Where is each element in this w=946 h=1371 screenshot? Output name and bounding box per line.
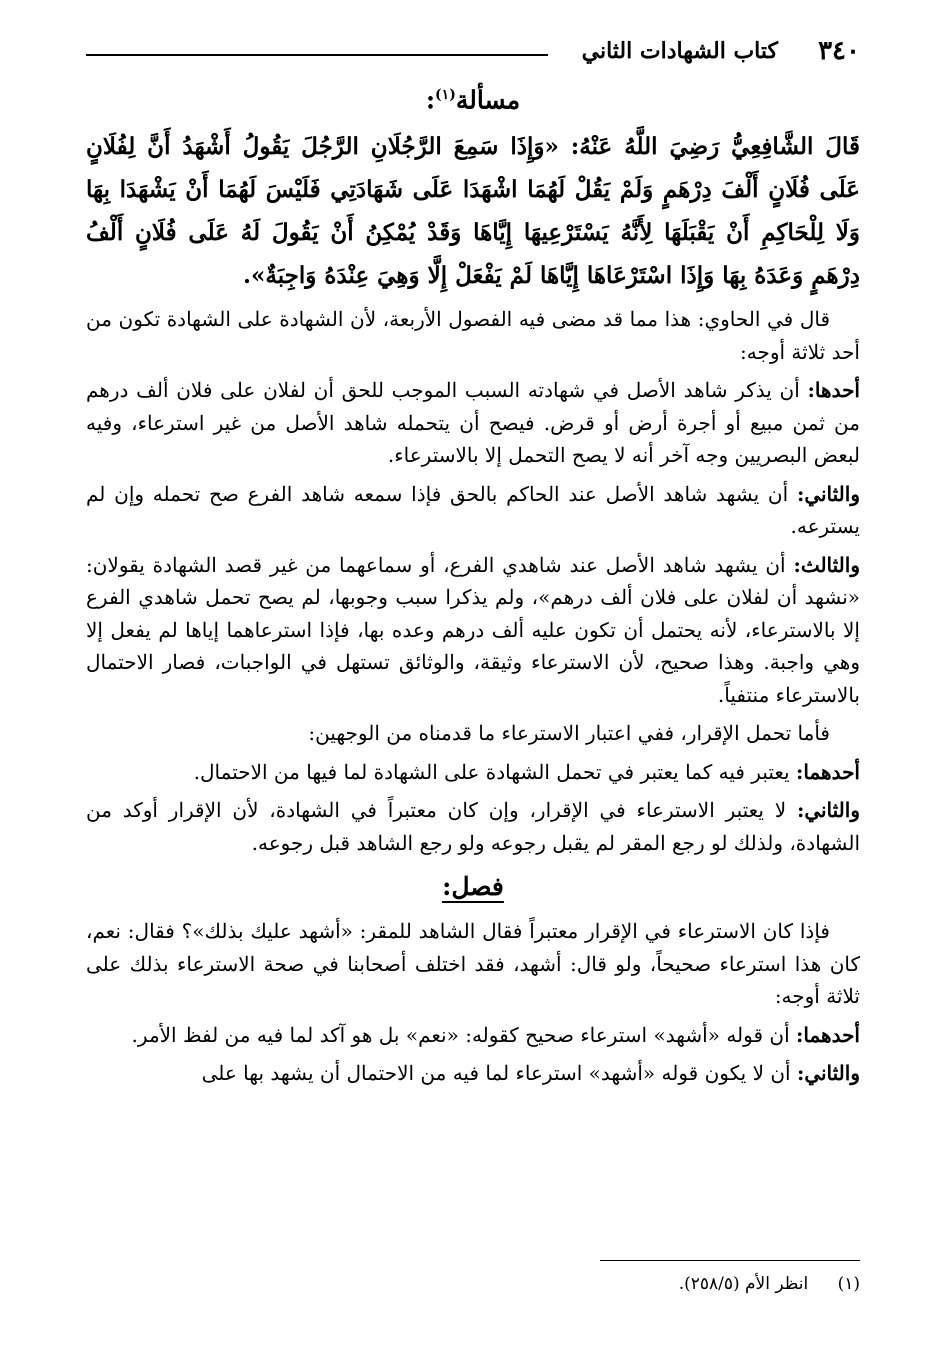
footnote-reference: (١)	[435, 87, 456, 103]
paragraph-lead: والثاني:	[796, 798, 860, 823]
paragraph	[86, 794, 860, 859]
section-heading	[86, 74, 860, 121]
footnote-mark: (١)	[837, 1274, 860, 1294]
page-number: ٣٤٠	[818, 36, 860, 66]
paragraph-text: أن يشهد شاهد الأصل عند الحاكم بالحق فإذا سمعه شاهد الفرع صح تحمله وإن لم يسترعه.	[86, 481, 860, 539]
paragraph	[86, 549, 860, 712]
footnote	[679, 1274, 860, 1294]
paragraph-lead: والثاني:	[796, 1061, 860, 1086]
header-rule	[86, 54, 548, 56]
paragraph-text: فأما تحمل الإقرار، ففي اعتبار الاسترعاء ما قدمناه من الوجهين:	[308, 721, 830, 746]
paragraph-text: يعتبر فيه كما يعتبر في تحمل الشهادة على الشهادة لما فيها من الاحتمال.	[193, 759, 796, 784]
paragraph	[86, 915, 860, 1013]
paragraph-text: فإذا كان الاسترعاء في الإقرار معتبراً فقال الشاهد للمقر: «أشهد عليك بذلك»؟ فقال: نعم، كان هذا استرعاء صحيحاً، ولو قال: أشهد، فقد اختلف أصحابنا في صحة الاسترعاء بذلك على ثلاثة أوجه:	[86, 919, 860, 1009]
page-header	[86, 30, 860, 70]
paragraph-lead: أحدهما:	[795, 759, 860, 784]
paragraph	[86, 1019, 860, 1052]
footnote-rule	[600, 1260, 860, 1261]
paragraph-text: أن لا يكون قوله «أشهد» استرعاء لما فيه من الاحتمال أن يشهد بها على	[201, 1061, 797, 1086]
matn-text: قَالَ الشَّافِعِيُّ رَضِيَ اللَّهُ عَنْهُ: «وَإِذَا سَمِعَ الرَّجُلَانِ الرَّجُلَ يَقُولُ أَشْهَدُ أَنَّ لِفُلَانٍ عَلَى فُلَانٍ أَلْفَ دِرْهَمٍ وَلَمْ يَقُلْ لَهُمَا اشْهَدَا عَلَى شَهَادَتِي فَلَيْسَ لَهُمَا أَنْ يَشْهَدَا بِهَا وَلَا لِلْحَاكِمِ أَنْ يَقْبَلَهَا لِأَنَّهُ يَسْتَرْعِيهَا إِيَّاهَا وَقَدْ يُمْكِنُ أَنْ يَقُولَ لَهُ عَلَى فُلَانٍ أَلْفُ دِرْهَمٍ وَعَدَهُ بِهَا وَإِذَا اسْتَرْعَاهَا إِيَّاهَا لَمْ يَفْعَلْ إِلَّا وَهِيَ عِنْدَهُ وَاجِبَةٌ».	[86, 133, 860, 290]
paragraph	[86, 1057, 860, 1090]
paragraph	[86, 756, 860, 789]
footnote-text: انظر الأم (٢٥٨/٥).	[678, 1274, 809, 1294]
paragraph-lead: أحدهما:	[795, 1022, 860, 1047]
fasl-heading: فصل:	[442, 872, 504, 902]
paragraph-lead: والثاني:	[796, 481, 860, 506]
paragraph-lead: والثالث:	[793, 552, 860, 577]
paragraph-text: لا يعتبر الاسترعاء في الإقرار، وإن كان معتبراً في الشهادة، لأن الإقرار أوكد من الشهادة، ولذلك لو رجع المقر لم يقبل رجوعه ولو رجع الشاهد قبل رجوعه.	[86, 798, 860, 855]
paragraph	[86, 303, 860, 368]
paragraph-text: قال في الحاوي: هذا مما قد مضى فيه الفصول الأربعة، لأن الشهادة على الشهادة تكون من أحد ثلاثة أوجه:	[86, 307, 860, 364]
paragraph	[86, 717, 860, 750]
heading-title: مسألة	[455, 85, 521, 115]
paragraph-lead: أحدها:	[807, 378, 860, 403]
paragraph-text: أن يذكر شاهد الأصل في شهادته السبب الموجب للحق أن لفلان على فلان ألف درهم من ثمن مبيع أو أجرة أرض أو قرض. فيصح أن يتحمله شاهد الأصل من غير استرعاء، وفيه لبعض البصريين وجه آخر أنه لا يصح التحمل إلا بالاسترعاء.	[86, 378, 860, 468]
paragraph-text: أن قوله «أشهد» استرعاء صحيح كقوله: «نعم» بل هو آكد لما فيه من لفظ الأمر.	[131, 1022, 796, 1047]
paragraph	[86, 478, 860, 543]
page-body	[86, 74, 860, 1096]
heading-suffix: :	[425, 85, 436, 115]
paragraph	[86, 374, 860, 472]
running-title: كتاب الشهادات الثاني	[581, 38, 778, 64]
paragraph-text: أن يشهد شاهد الأصل عند شاهدي الفرع، أو سماعهما من غير قصد الشهادة يقولان: «نشهد أن لفلان على فلان ألف درهم»، ولم يذكرا سبب وجوبها، لم يصح تحمل شاهدي الفرع إلا بالاسترعاء، لأنه يحتمل أن تكون عليه ألف درهم وعده بها، فإذا استرعاهما إياها لم يفعل إلا وهي واجبة. وهذا صحيح، لأن الاسترعاء وثيقة، والوثائق تستهل في الواجبات، فصار الاحتمال بالاسترعاء منتفياً.	[86, 552, 860, 707]
